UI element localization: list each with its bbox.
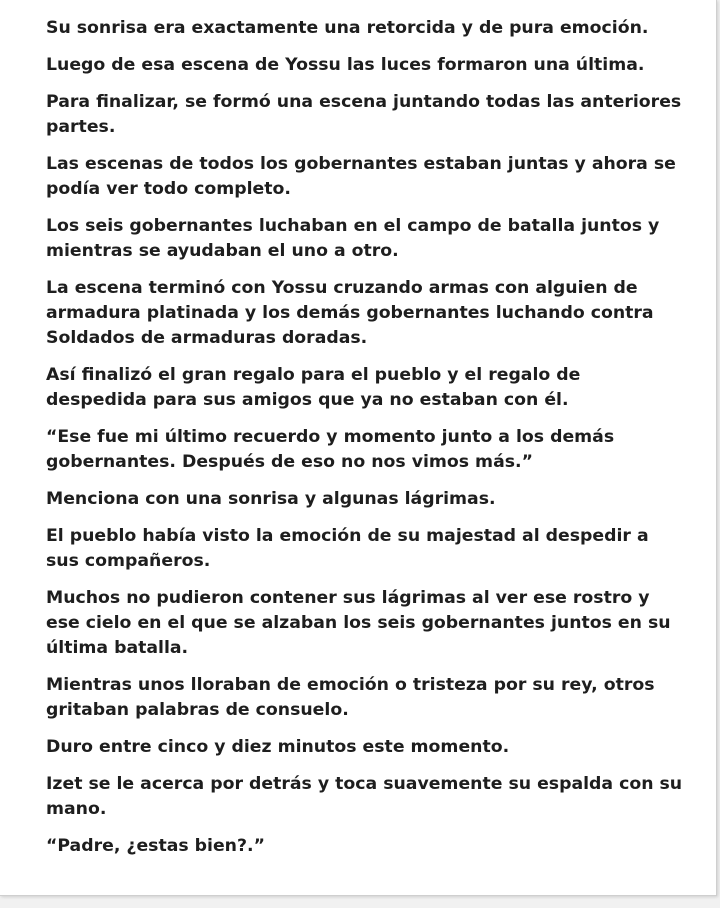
paragraph: Duro entre cinco y diez minutos este momento. bbox=[46, 737, 510, 757]
paragraph: Mientras unos lloraban de emoción o tristeza por su rey, otros gritaban palabras de consuelo. bbox=[46, 675, 655, 720]
paragraph: Luego de esa escena de Yossu las luces formaron una última. bbox=[46, 55, 645, 75]
paragraph: Muchos no pudieron contener sus lágrimas al ver ese rostro y ese cielo en el que se alzaban los seis gobernantes juntos en su última batalla. bbox=[46, 588, 671, 658]
paragraph: La escena terminó con Yossu cruzando armas con alguien de armadura platinada y los demás gobernantes luchando contra Soldados de armaduras doradas. bbox=[46, 278, 654, 348]
document-body bbox=[46, 16, 686, 871]
paragraph: Los seis gobernantes luchaban en el campo de batalla juntos y mientras se ayudaban el uno a otro. bbox=[46, 216, 660, 261]
paragraph: El pueblo había visto la emoción de su majestad al despedir a sus compañeros. bbox=[46, 526, 649, 571]
paragraph: Menciona con una sonrisa y algunas lágrimas. bbox=[46, 489, 496, 509]
paragraph: Su sonrisa era exactamente una retorcida y de pura emoción. bbox=[46, 18, 649, 38]
paragraph: Izet se le acerca por detrás y toca suavemente su espalda con su mano. bbox=[46, 774, 683, 819]
paragraph: Así finalizó el gran regalo para el pueblo y el regalo de despedida para sus amigos que ya no estaban con él. bbox=[46, 365, 581, 410]
paragraph: Las escenas de todos los gobernantes estaban juntas y ahora se podía ver todo completo. bbox=[46, 154, 676, 199]
paragraph: “Ese fue mi último recuerdo y momento junto a los demás gobernantes. Después de eso no nos vimos más.” bbox=[46, 427, 615, 472]
paragraph: “Padre, ¿estas bien?.” bbox=[46, 836, 265, 856]
paragraph: Para finalizar, se formó una escena juntando todas las anteriores partes. bbox=[46, 92, 682, 137]
